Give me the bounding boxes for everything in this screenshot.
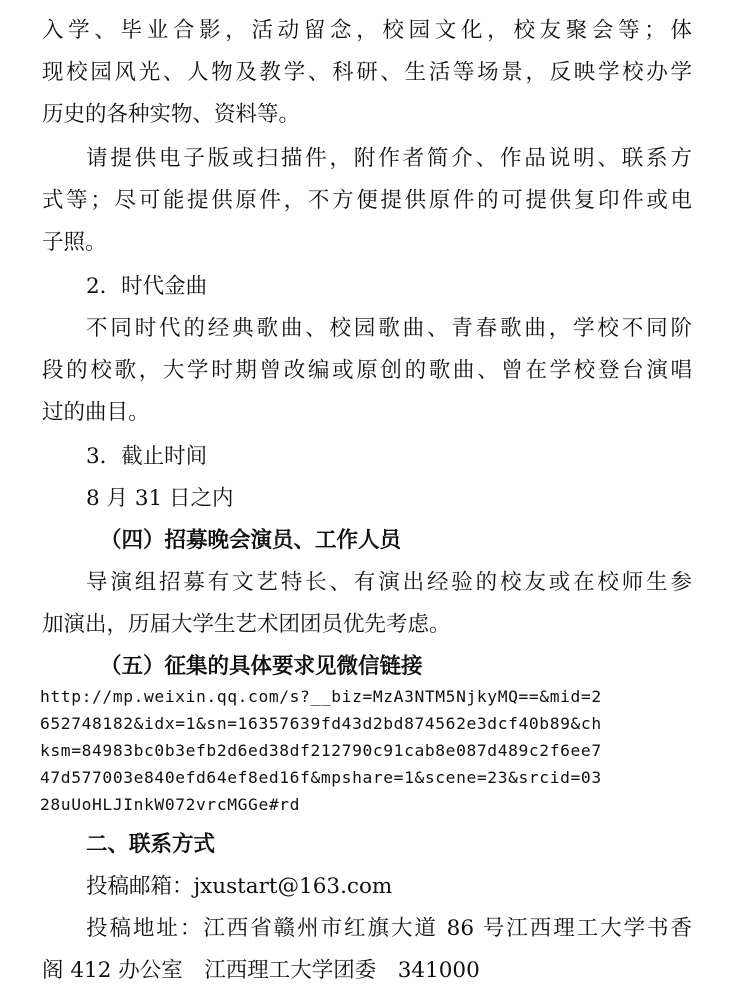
- paragraph-line: 不同时代的经典歌曲、校园歌曲、青春歌曲，学校不同阶: [86, 316, 692, 341]
- paragraph-line: 子照。: [42, 230, 107, 255]
- section-heading: （四）招募晚会演员、工作人员: [100, 528, 402, 553]
- link-line[interactable]: ksm=84983bc0b3efb2d6ed38df212790c91cab8e087d489c2f6ee7: [40, 741, 602, 760]
- paragraph-line: 式等；尽可能提供原件，不方便提供原件的可提供复印件或电: [42, 188, 692, 213]
- item-title: 3．截止时间: [86, 444, 208, 469]
- link-line[interactable]: 652748182&idx=1&sn=16357639fd43d2bd874562e3dcf40b89&ch: [40, 714, 602, 733]
- paragraph-line: 段的校歌，大学时期曾改编或原创的歌曲、曾在学校登台演唱: [42, 358, 692, 383]
- paragraph-line: 历史的各种实物、资料等。: [42, 102, 301, 127]
- item-title: 2．时代金曲: [86, 274, 208, 299]
- paragraph-line: 导演组招募有文艺特长、有演出经验的校友或在校师生参: [86, 570, 692, 595]
- paragraph-line: 现校园风光、人物及教学、科研、生活等场景，反映学校办学: [42, 60, 692, 85]
- email-line: 投稿邮箱：jxustart@163.com: [86, 874, 393, 899]
- section-heading: （五）征集的具体要求见微信链接: [100, 654, 423, 679]
- paragraph-line: 加演出，历届大学生艺术团团员优先考虑。: [42, 612, 451, 637]
- deadline-text: 8 月 31 日之内: [86, 486, 234, 511]
- link-line[interactable]: 47d577003e840efd64ef8ed16f&mpshare=1&scene=23&srcid=03: [40, 768, 602, 787]
- address-line: 投稿地址：江西省赣州市红旗大道 86 号江西理工大学书香: [86, 916, 692, 941]
- link-line[interactable]: http://mp.weixin.qq.com/s?__biz=MzA3NTM5NjkyMQ==&mid=2: [40, 687, 602, 706]
- paragraph-line: 过的曲目。: [42, 400, 150, 425]
- paragraph-line: 入学、毕业合影，活动留念，校园文化，校友聚会等；体: [42, 18, 692, 43]
- address-line: 阁 412 办公室 江西理工大学团委 341000: [42, 958, 480, 983]
- paragraph-line: 请提供电子版或扫描件，附作者简介、作品说明、联系方: [86, 146, 692, 171]
- link-line[interactable]: 28uUoHLJInkW072vrcMGGe#rd: [40, 795, 301, 814]
- contact-heading: 二、联系方式: [86, 832, 216, 857]
